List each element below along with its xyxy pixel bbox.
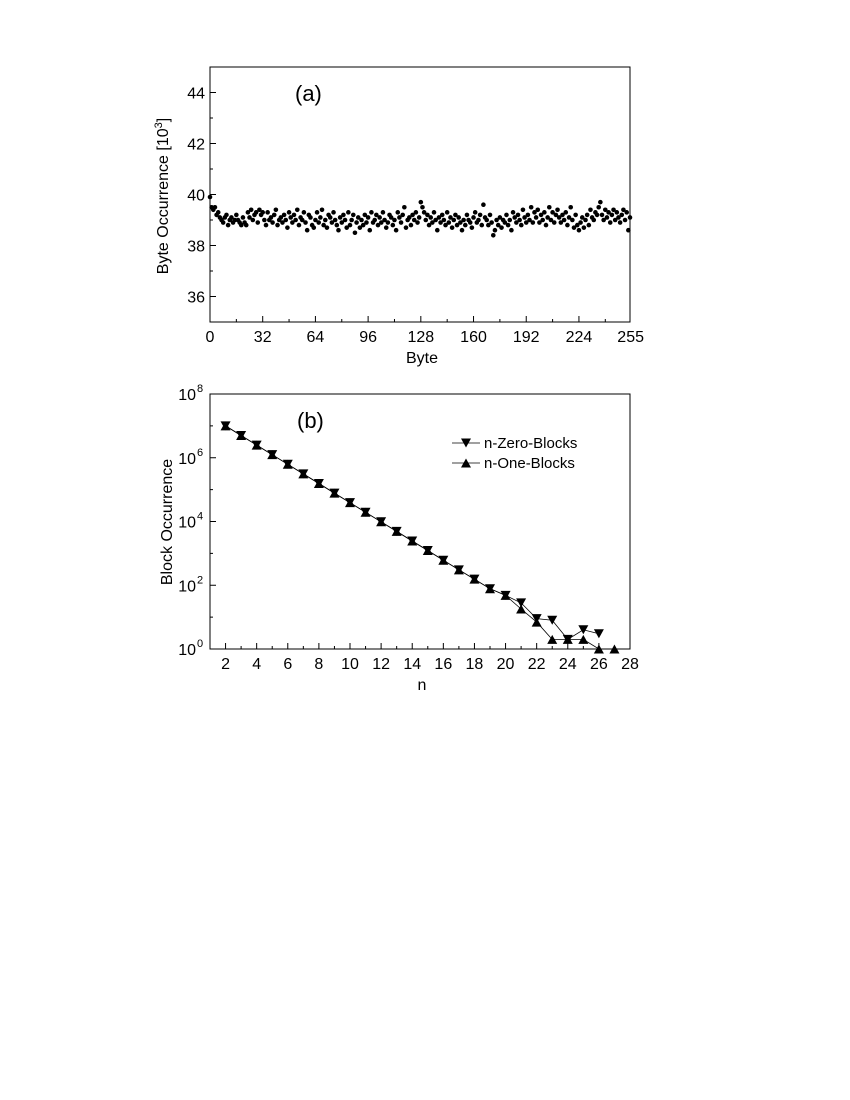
x-tick-label-b: 24 [558,656,577,673]
data-point-a [509,228,514,233]
data-point-a [395,210,400,215]
data-point-a [461,218,466,223]
data-point-a [221,220,226,225]
data-point-a [234,213,239,218]
data-point-a [270,220,275,225]
data-point-a [573,213,578,218]
data-point-a [476,218,481,223]
data-point-a [506,223,511,228]
data-point-a [450,225,455,230]
data-point-a [335,223,340,228]
data-point-a [353,230,358,235]
y-tick-label-b: 10 [178,642,196,659]
data-point-a [343,218,348,223]
data-point-a [272,213,277,218]
data-point-a [255,220,260,225]
data-point-a [504,213,509,218]
plot-frame-b [210,394,630,649]
data-point-a [409,223,414,228]
data-point-a [470,225,475,230]
data-point-a [615,210,620,215]
data-point-a [417,215,422,220]
data-point-a [251,218,256,223]
data-point-a [283,218,288,223]
data-point-a [605,215,610,220]
data-point-a [535,208,540,213]
data-point-a [499,225,504,230]
y-tick-label-a: 42 [187,136,205,154]
x-tick-label-a: 160 [460,329,487,346]
y-axis-label-b: Block Occurrence [159,458,176,586]
x-tick-label-a: 0 [205,329,215,346]
panel-label-a: (a) [295,81,322,106]
legend-b [452,435,577,472]
data-point-a [354,220,359,225]
data-point-a [465,213,470,218]
data-point-a [305,228,310,233]
data-point-a [392,218,397,223]
data-point-a [595,213,600,218]
data-point-a [216,210,221,215]
data-point-a [435,228,440,233]
data-point-a [318,215,323,220]
data-point-a [578,220,583,225]
data-point-a [311,225,316,230]
data-point-a [260,210,265,215]
y-tick-label-b: 10 [178,387,196,404]
data-point-a [568,205,573,210]
data-point-a [526,213,531,218]
data-point-a [293,218,298,223]
x-tick-label-b: 14 [403,656,422,673]
data-point-a [381,210,386,215]
data-point-a [328,215,333,220]
data-point-a [316,220,321,225]
x-tick-label-a: 32 [253,329,272,346]
data-point-a [428,215,433,220]
data-point-a [391,223,396,228]
data-point-a [325,225,330,230]
data-point-a [423,218,428,223]
x-tick-label-b: 4 [252,656,262,673]
data-point-a [244,223,249,228]
data-point-a [384,225,389,230]
data-point-a [555,208,560,213]
data-point-zero [578,625,588,634]
data-point-a [591,218,596,223]
data-point-a [302,210,307,215]
x-tick-label-a: 96 [359,329,378,346]
data-point-a [208,195,213,200]
x-axis-label-b: n [417,677,427,694]
data-point-a [610,213,615,218]
scatter-points-a [208,195,633,238]
data-point-a [534,215,539,220]
data-point-a [308,215,313,220]
x-tick-label-b: 22 [527,656,546,673]
y-ticks-a [187,67,216,322]
data-point-a [540,218,545,223]
data-point-a [440,213,445,218]
data-point-a [348,223,353,228]
data-point-a [531,220,536,225]
x-tick-label-b: 18 [465,656,484,673]
data-point-a [303,220,308,225]
data-point-a [320,208,325,213]
data-point-a [333,218,338,223]
data-point-a [552,220,557,225]
data-point-a [351,213,356,218]
x-tick-label-b: 10 [341,656,359,673]
data-point-a [516,213,521,218]
data-point-a [366,215,371,220]
data-point-a [585,213,590,218]
y-tick-label-a: 38 [187,238,205,256]
data-point-a [511,210,516,215]
y-tick-label-b: 10 [178,514,196,532]
data-point-a [264,223,269,228]
data-point-a [399,220,404,225]
data-point-a [265,210,270,215]
data-point-a [297,223,302,228]
data-point-a [241,215,246,220]
data-point-a [628,215,633,220]
data-point-zero [594,629,604,638]
data-point-a [349,218,354,223]
data-point-a [400,213,405,218]
x-ticks-a [206,316,645,346]
data-point-a [445,210,450,215]
data-point-a [442,218,447,223]
data-point-a [588,208,593,213]
data-point-a [570,218,575,223]
data-point-a [367,228,372,233]
data-point-a [249,208,254,213]
x-axis-label-a: Byte [405,350,439,367]
x-ticks-b [210,643,639,673]
x-tick-label-a: 64 [306,329,325,346]
data-point-a [415,220,420,225]
data-point-a [285,225,290,230]
data-point-a [331,210,336,215]
data-point-a [519,223,524,228]
x-tick-label-b: 8 [314,656,324,673]
data-point-a [583,218,588,223]
data-point-a [419,200,424,205]
data-point-a [369,210,374,215]
y-tick-label-b: 10 [178,450,196,468]
data-point-a [542,210,547,215]
y-tick-exponent-b: 8 [197,383,204,395]
data-point-a [224,213,229,218]
x-tick-label-b: 20 [496,656,515,673]
data-point-a [282,213,287,218]
data-point-a [460,228,465,233]
data-point-a [618,220,623,225]
data-point-a [323,218,328,223]
data-point-a [463,223,468,228]
data-point-a [274,208,279,213]
data-point-a [582,225,587,230]
y-tick-exponent-b: 6 [197,446,204,459]
data-point-a [394,228,399,233]
y-tick-label-b: 10 [178,578,196,596]
panel-a [153,67,644,367]
data-point-a [507,218,512,223]
x-tick-label-a: 255 [617,329,644,346]
y-tick-exponent-b: 0 [197,638,204,650]
panel-label-b: (b) [297,408,324,433]
data-point-a [473,210,478,215]
data-point-a [414,210,419,215]
data-point-a [600,213,605,218]
data-point-a [346,210,351,215]
data-point-a [619,213,624,218]
x-tick-label-b: 16 [434,656,453,673]
data-point-a [451,218,456,223]
data-point-a [432,210,437,215]
data-point-a [359,218,364,223]
data-point-a [491,233,496,238]
x-tick-label-a: 192 [512,329,540,346]
y-tick-label-a: 36 [187,289,205,307]
data-point-a [402,205,407,210]
data-point-a [386,220,391,225]
data-point-a [372,218,377,223]
data-point-a [624,210,629,215]
data-point-a [364,220,369,225]
legend-label-zero: n-Zero-Blocks [484,435,578,452]
data-point-a [341,213,346,218]
data-point-a [262,218,267,223]
data-point-a [587,223,592,228]
data-point-a [577,228,582,233]
data-point-a [479,223,484,228]
data-point-a [295,208,300,213]
y-tick-label-a: 40 [187,187,205,205]
data-point-a [517,218,522,223]
data-point-a [481,202,486,207]
data-point-a [544,223,549,228]
data-point-a [608,220,613,225]
data-point-a [484,218,489,223]
data-point-a [287,210,292,215]
data-point-a [521,208,526,213]
y-tick-exponent-b: 2 [197,574,204,587]
x-tick-label-b: 6 [283,656,293,673]
panel-b [159,383,639,694]
data-point-a [275,223,280,228]
legend-label-one: n-One-Blocks [484,455,575,472]
y-axis-label-a: Byte Occurrence $[10^3]$ [153,117,172,275]
data-point-a [456,215,461,220]
data-point-a [226,223,231,228]
x-tick-label-b: 28 [621,656,639,673]
data-point-a [565,223,570,228]
data-point-a [493,228,498,233]
data-point-a [562,218,567,223]
data-point-a [447,220,452,225]
y-tick-label-a: 44 [187,85,205,103]
x-tick-label-b: 12 [372,656,391,673]
data-point-a [468,220,473,225]
data-point-a [315,210,320,215]
data-point-a [489,220,494,225]
data-point-a [598,200,603,205]
data-point-a [626,228,631,233]
data-point-a [563,210,568,215]
data-point-a [471,215,476,220]
x-tick-label-b: 26 [589,656,608,673]
data-point-a [336,228,341,233]
data-point-a [292,213,297,218]
x-tick-label-b: 2 [221,656,231,673]
data-point-a [623,218,628,223]
y-tick-exponent-b: 4 [197,510,204,523]
data-point-a [547,205,552,210]
x-tick-label-a: 128 [407,329,435,346]
data-point-a [529,205,534,210]
data-point-a [213,205,218,210]
plot-frame-a [210,67,630,322]
x-tick-label-a: 224 [565,329,593,346]
data-point-a [377,215,382,220]
data-point-a [488,213,493,218]
data-point-a [596,205,601,210]
data-point-a [478,213,483,218]
data-point-a [420,205,425,210]
data-point-a [404,225,409,230]
